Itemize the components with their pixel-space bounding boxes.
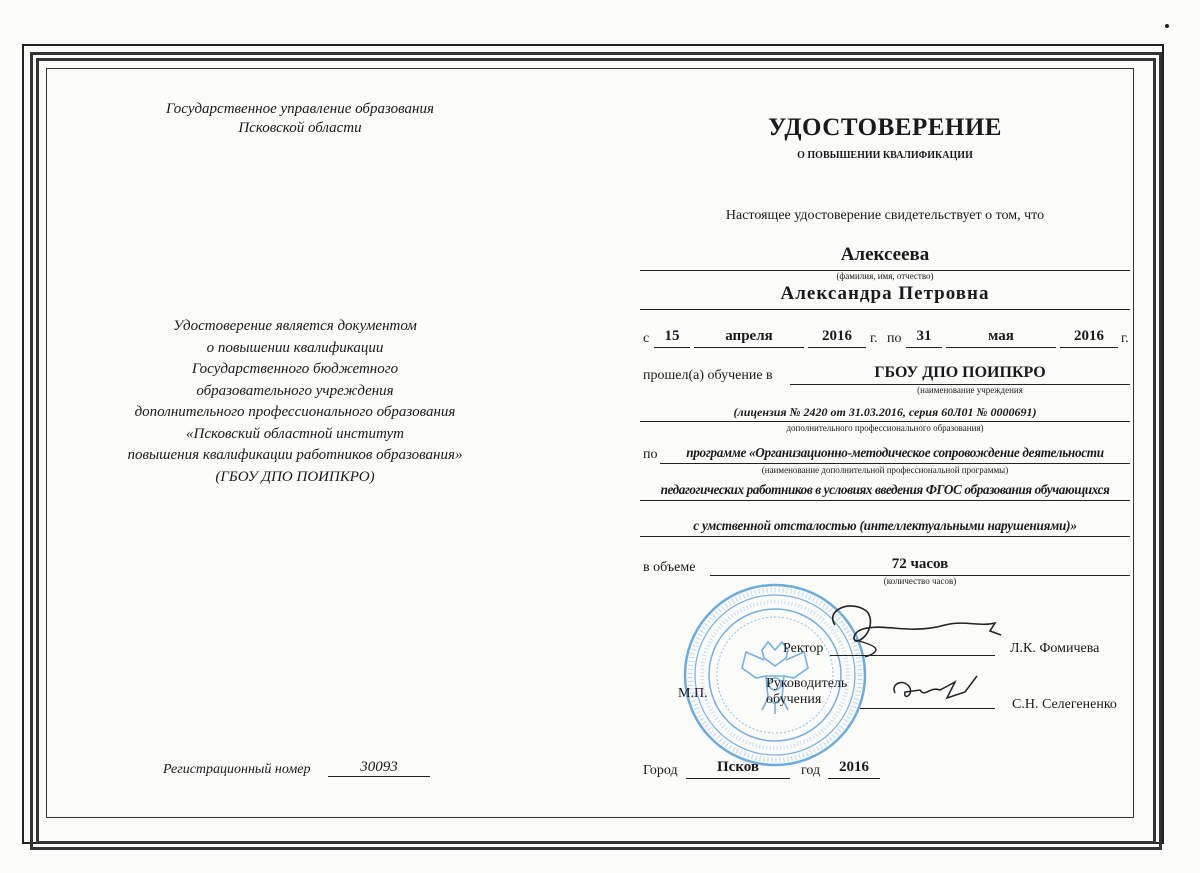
- volume-label: в объеме: [643, 560, 696, 575]
- from-day-underline: [654, 347, 690, 348]
- volume-value: 72 часов: [891, 556, 949, 572]
- institution-caption: (наименование учреждения: [917, 385, 1023, 395]
- description-line: Удостоверение является документом: [173, 318, 417, 334]
- description-line: образовательного учреждения: [196, 382, 394, 399]
- description-line: о повышении квалификации: [206, 339, 384, 356]
- studied-label: прошел(а) обучение в: [643, 368, 773, 383]
- period-to-day: 31: [916, 328, 932, 344]
- license-underline: [640, 421, 1130, 422]
- volume-caption: (количество часов): [883, 576, 957, 586]
- registration-label: Регистрационный номер: [163, 762, 311, 777]
- description-line: «Псковский областной институт: [186, 425, 404, 442]
- rector-label: Ректор: [783, 641, 824, 656]
- year-label: год: [801, 763, 821, 778]
- program-line-1: программе «Организационно-методическое сопровождение деятельности: [686, 445, 1104, 460]
- from-year-underline: [808, 347, 866, 348]
- period-to-label: по: [887, 331, 902, 346]
- description-line: дополнительного профессионального образования: [134, 404, 456, 420]
- period-from-day: 15: [664, 328, 680, 344]
- registration-number: 30093: [328, 759, 430, 777]
- certificate-title: УДОСТОВЕРЕНИЕ: [768, 114, 1002, 141]
- head-label-line-1: Руководитель: [766, 676, 848, 691]
- rector-name: Л.К. Фомичева: [1010, 641, 1100, 656]
- description-line: (ГБОУ ДПО ПОИПКРО): [215, 468, 375, 485]
- name-caption: (фамилия, имя, отчество): [836, 271, 934, 281]
- head-signature: [885, 668, 995, 713]
- period-to-month: мая: [988, 328, 1014, 344]
- to-year-underline: [1060, 347, 1118, 348]
- rector-signature: [815, 595, 1015, 665]
- description-line: повышения квалификации работников образования»: [127, 447, 463, 463]
- to-day-underline: [906, 347, 942, 348]
- license-value: (лицензия № 2420 от 31.03.2016, серия 60Л01 № 0000691): [733, 405, 1037, 419]
- from-month-underline: [694, 347, 804, 348]
- left-header: [100, 100, 500, 138]
- program-line-3: с умственной отсталостью (интеллектуальными нарушениями)»: [693, 518, 1077, 533]
- given-names-value: Александра Петровна: [780, 283, 990, 304]
- city-value: Псков: [717, 759, 759, 775]
- period-from-label: с: [643, 331, 650, 346]
- period-to-year: 2016: [1074, 328, 1104, 344]
- stamp-place-mark: М.П.: [678, 686, 708, 701]
- left-header-line: Государственное управление образования: [166, 101, 434, 117]
- head-name: С.Н. Селегененко: [1012, 697, 1117, 712]
- program-caption: (наименование дополнительной профессиональной программы): [761, 465, 1009, 475]
- program-line-3-underline: [640, 536, 1130, 537]
- left-description: [70, 316, 520, 488]
- city-underline: [686, 778, 790, 779]
- corner-mark: [1165, 24, 1169, 28]
- year-underline: [828, 778, 880, 779]
- year-abbr: г.: [870, 331, 878, 346]
- to-month-underline: [946, 347, 1056, 348]
- program-label: по: [643, 447, 658, 462]
- year-abbr: г.: [1121, 331, 1129, 346]
- program-line-2: педагогических работников в условиях введения ФГОС образования обучающихся: [660, 482, 1110, 497]
- description-line: Государственного бюджетного: [191, 361, 399, 377]
- program-line-2-underline: [640, 500, 1130, 501]
- given-names-underline: [640, 309, 1130, 310]
- program-line-1-underline: [660, 463, 1130, 464]
- city-label: Город: [643, 763, 678, 778]
- certificate-subtitle: О ПОВЫШЕНИИ КВАЛИФИКАЦИИ: [797, 150, 973, 161]
- left-header-line: Псковской области: [238, 120, 362, 136]
- institution-value: ГБОУ ДПО ПОИПКРО: [874, 364, 1046, 381]
- license-caption: дополнительного профессионального образования): [786, 423, 984, 433]
- intro-text: Настоящее удостоверение свидетельствует о том, что: [725, 208, 1045, 223]
- head-label-line-2: обучения: [766, 692, 822, 707]
- year-value: 2016: [839, 759, 869, 775]
- period-from-month: апреля: [725, 328, 773, 344]
- surname-value: Алексеева: [840, 244, 930, 265]
- period-from-year: 2016: [822, 328, 852, 344]
